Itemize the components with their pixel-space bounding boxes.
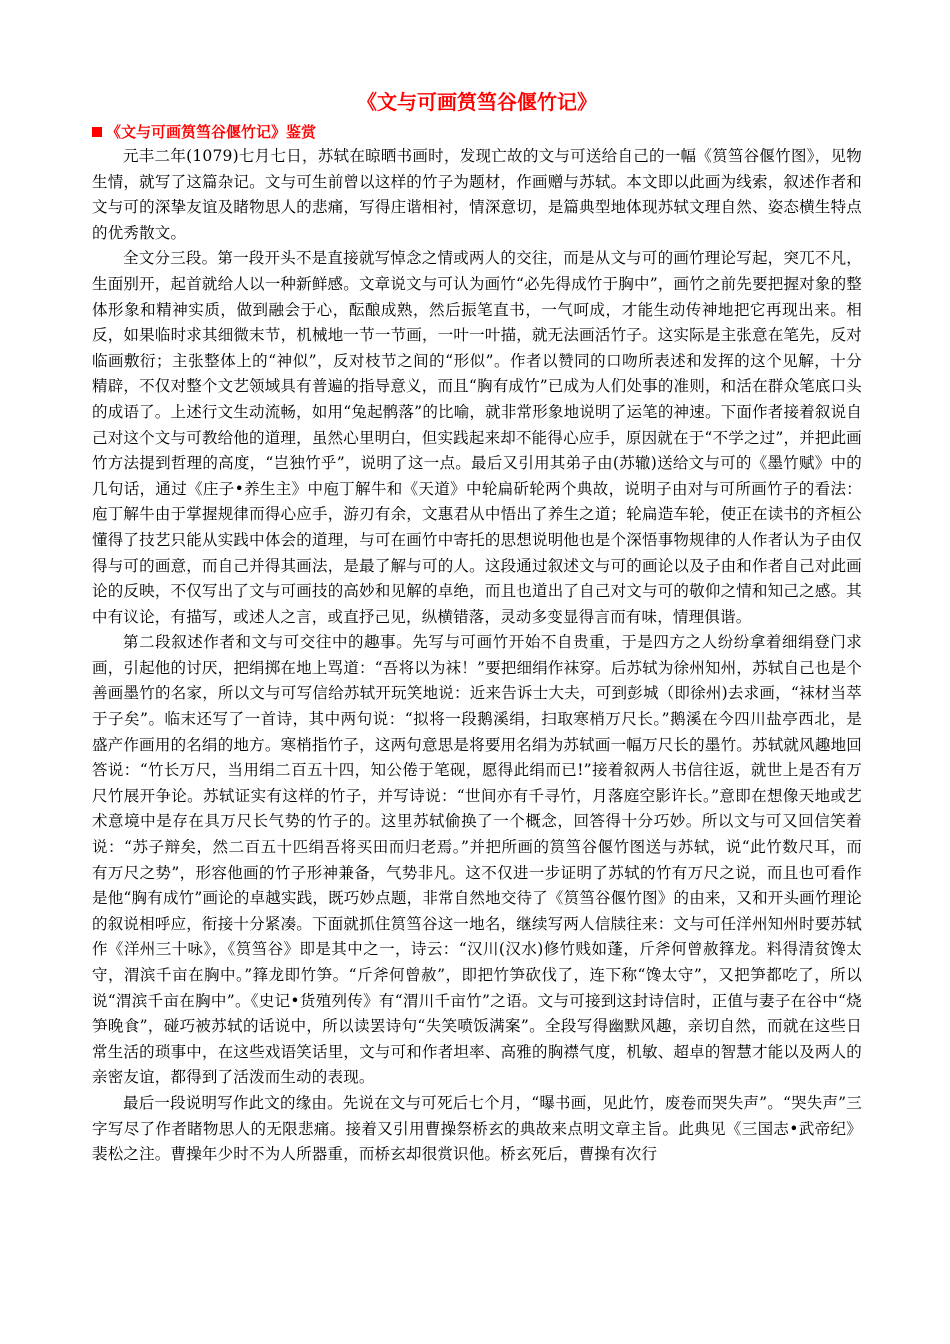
paragraph-4: 最后一段说明写作此文的缘由。先说在文与可死后七个月，“曝书画，见此竹，废卷而哭失声”。“哭失声”三字写尽了作者睹物思人的无限悲痛。接着又引用曹操祭桥玄的典故来点明文章主旨。此典见《三国志•武帝纪》裴松之注。曹操年少时不为人所器重，而桥玄却很赏识他。桥玄死后，曹操有次行 — [92, 1093, 862, 1164]
paragraph-2: 全文分三段。第一段开头不是直接就写悼念之情或两人的交往，而是从文与可的画竹理论写起，突兀不凡，生面别开，起首就给人以一种新鲜感。文章说文与可认为画竹“必先得成竹于胸中”，画竹之前先要把握对象的整体形象和精神实质，做到融会于心，酝酿成熟，然后振笔直书，一气呵成，才能生动传神地把它再现出来。相反，如果临时求其细微末节，机械地一节一节画，一叶一叶描，就无法画活竹子。这实际是主张意在笔先，反对临画敷衍；主张整体上的“神似”，反对枝节之间的“形似”。作者以赞同的口吻所表述和发挥的这个见解，十分精辟，不仅对整个文艺领域具有普遍的指导意义，而且“胸有成竹”已成为人们处事的准则，和活在群众笔底口头的成语了。上述行文生动流畅，如用“兔起鹘落”的比喻，就非常形象地说明了运笔的神速。下面作者接着叙说自己对这个文与可教给他的道理，虽然心里明白，但实践起来却不能得心应手，原因就在于“不学之过”，并把此画竹方法提到哲理的高度，“岂独竹乎”，说明了这一点。最后又引用其弟子由(苏辙)送给文与可的《墨竹赋》中的几句话，通过《庄子•养生主》中庖丁解牛和《天道》中轮扁斫轮两个典故，说明子由对与可所画竹子的看法：庖丁解牛由于掌握规律而得心应手，游刃有余，文惠君从中悟出了养生之道；轮扁造车轮，使正在读书的齐桓公懂得了技艺只能从实践中体会的道理，与可在画竹中寄托的思想说明他也是个深悟事物规律的人作者认为子由仅得与可的画意，而自己并得其画法，是最了解与可的人。这段通过叙述文与可的画论以及子由和作者自己对此画论的反映，不仅写出了文与可画技的高妙和见解的卓绝，而且也道出了自己对文与可的敬仰之情和知己之感。其中有议论，有描写，或述人之言，或直抒己见，纵横错落，灵动多变显得言而有味，情理俱谐。 — [92, 249, 862, 626]
paragraph-1: 元丰二年(1079)七月七日，苏轼在晾晒书画时，发现亡故的文与可送给自己的一幅《筼筜谷偃竹图》，见物生情，就写了这篇杂记。文与可生前曾以这样的竹子为题材，作画赠与苏轼。本文即以此画为线索，叙述作者和文与可的深挚友谊及睹物思人的悲痛，写得庄谐相衬，情深意切，是篇典型地体现苏轼文理自然、姿态横生特点的优秀散文。 — [92, 147, 862, 242]
section-heading — [92, 120, 862, 144]
section-heading-text: 《文与可画筼筜谷偃竹记》鉴赏 — [106, 123, 317, 141]
page-title: 《文与可画筼筜谷偃竹记》 — [357, 90, 597, 114]
square-bullet-icon — [92, 127, 102, 137]
paragraph-3: 第二段叙述作者和文与可交往中的趣事。先写与可画竹开始不自贵重，于是四方之人纷纷拿着细绢登门求画，引起他的讨厌，把绢掷在地上骂道：“吾将以为袜！”要把细绢作袜穿。后苏轼为徐州知州，苏轼自己也是个善画墨竹的名家，所以文与可写信给苏轼开玩笑地说：近来告诉士大夫，可到彭城（即徐州)去求画，“袜材当萃于子矣”。临末还写了一首诗，其中两句说：“拟将一段鹅溪绢，扫取寒梢万尺长。”鹅溪在今四川盐亭西北，是盛产作画用的名绢的地方。寒梢指竹子，这两句意思是将要用名绢为苏轼画一幅万尺长的墨竹。苏轼就风趣地回答说：“竹长万尺，当用绢二百五十四，知公倦于笔砚，愿得此绢而已!”接着叙两人书信往返，就世上是否有万尺竹展开争论。苏轼证实有这样的竹子，并写诗说：“世间亦有千寻竹，月落庭空影许长。”意即在想像天地或艺术意境中是存在具万尺长气势的竹子的。这里苏轼偷换了一个概念，回答得十分巧妙。所以文与可又回信笑着说：“苏子辩矣，然二百五十匹绢吾将买田而归老焉。”并把所画的筼筜谷偃竹图送与苏轼，说“此竹数尺耳，而有万尺之势”，形容他画的竹子形神兼备，气势非凡。这不仅进一步证明了苏轼的竹有万尺之说，而且也可看作是他“胸有成竹”画论的卓越实践，既巧妙点题，非常自然地交待了《筼筜谷偃竹图》的由来，又和开头画竹理论的叙说相呼应，衔接十分紧凑。下面就抓住筼筜谷这一地名，继续写两人信牍往来：文与可任洋州知州时要苏轼作《洋州三十咏》，《筼筜谷》即是其中之一，诗云：“汉川(汉水)修竹贱如蓬，斤斧何曾赦箨龙。料得清贫馋太守，渭滨千亩在胸中。”箨龙即竹笋。“斤斧何曾赦”，即把竹笋砍伐了，连下称“馋太守”，又把笋都吃了，所以说“渭滨千亩在胸中”。《史记•货殖列传》有“渭川千亩竹”之语。文与可接到这封诗信时，正值与妻子在谷中“烧笋晚食”，碰巧被苏轼的话说中，所以读罢诗句“失笑喷饭满案”。全段写得幽默风趣，亲切自然，而就在这些日常生活的琐事中，在这些戏语笑话里，文与可和作者坦率、高雅的胸襟气度，机敏、超卓的智慧才能以及两人的亲密友谊，都得到了活泼而生动的表现。 — [92, 633, 862, 1087]
